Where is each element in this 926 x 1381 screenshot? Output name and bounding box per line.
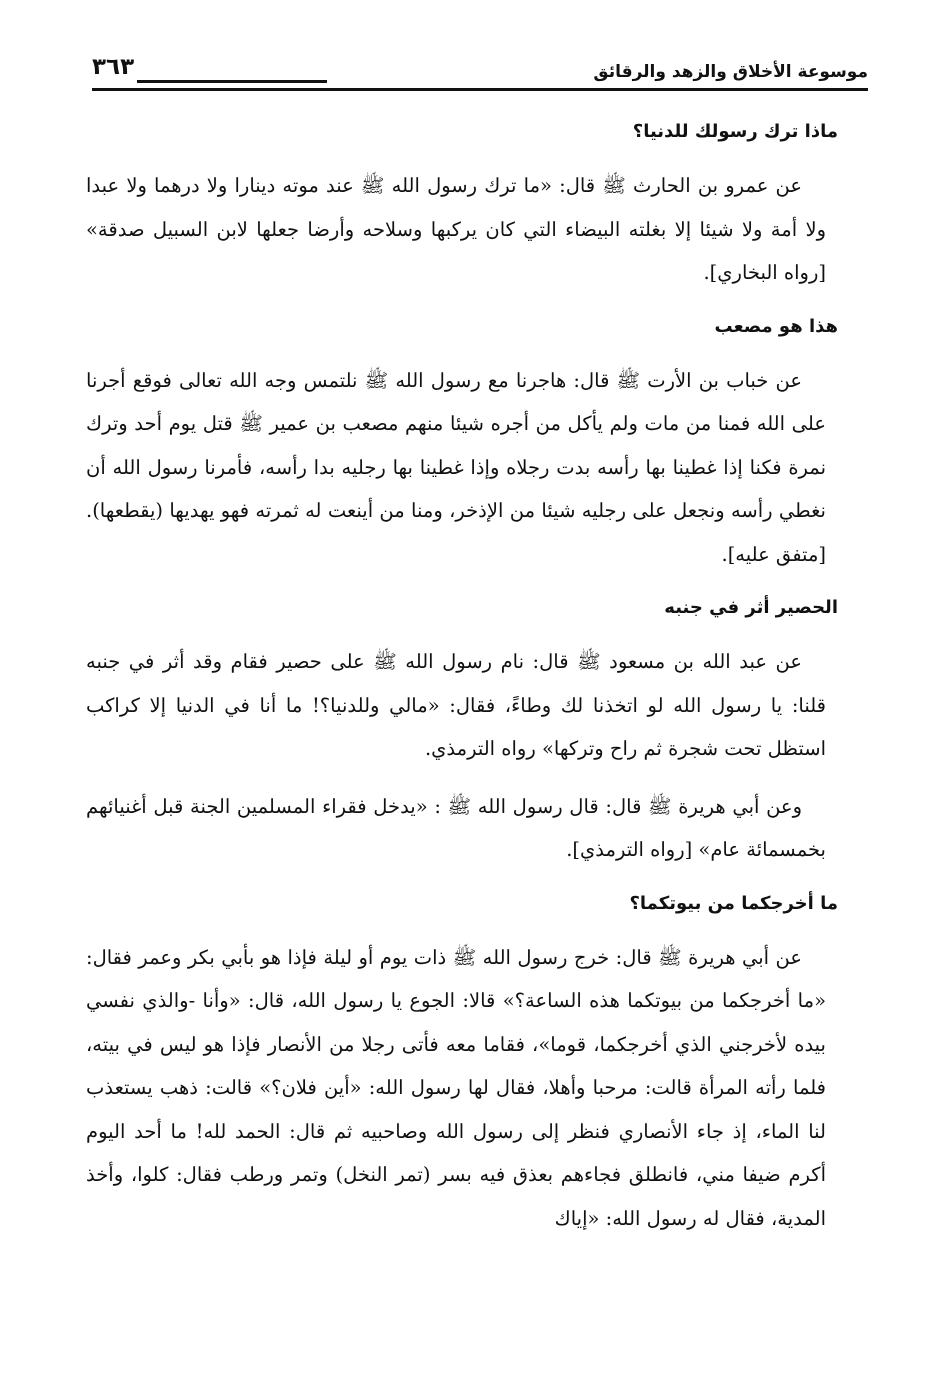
page-body	[86, 118, 838, 1258]
page-number: ٣٦٣	[92, 54, 135, 80]
book-title: موسوعة الأخلاق والزهد والرقائق	[593, 62, 868, 82]
paragraph: عن عبد الله بن مسعود ﷺ قال: نام رسول الله ﷺ على حصير فقام وقد أثر في جنبه قلنا: يا رسول الله لو اتخذنا لك وطاءً، فقال: «مالي وللدنيا؟! ما أنا في الدنيا إلا كراكب استظل تحت شجرة ثم راح وتركها» رواه الترمذي.	[86, 650, 826, 760]
section-heading: الحصير أثر في جنبه	[664, 597, 838, 618]
section-heading: ما أخرجكما من بيوتكما؟	[629, 892, 838, 914]
section-heading: هذا هو مصعب	[714, 315, 838, 337]
paragraph: عن خباب بن الأرت ﷺ قال: هاجرنا مع رسول الله ﷺ نلتمس وجه الله تعالى فوقع أجرنا على الله فمنا من مات ولم يأكل من أجره شيئا منهم مصعب بن عمير ﷺ قتل يوم أحد وترك نمرة فكنا إذا غطينا بها رأسه بدت رجلاه وإذا غطينا بها رجليه بدا رأسه، فأمرنا رسول الله أن نغطي رأسه ونجعل على رجليه شيئا من الإذخر، ومنا من أينعت له ثمرته فهو يهديها (يقطعها). [متفق عليه].	[86, 368, 826, 566]
paragraph: عن أبي هريرة ﷺ قال: خرج رسول الله ﷺ ذات يوم أو ليلة فإذا هو بأبي بكر وعمر فقال: «ما أخرجكما من بيوتكما هذه الساعة؟» قالا: الجوع يا رسول الله، قال: «وأنا -والذي نفسي بيده لأخرجني الذي أخرجكما، قوما»، فقاما معه فأتى رجلا من الأنصار فإذا هو ليس في بيته، فلما رأته المرأة قالت: مرحبا وأهلا، فقال لها رسول الله: «أين فلان؟» قالت: ذهب يستعذب لنا الماء، إذ جاء الأنصاري فنظر إلى رسول الله وصاحبيه ثم قال: الحمد لله! ما أحد اليوم أكرم ضيفا مني، فانطلق فجاءهم بعذق فيه بسر (تمر النخل) وتمر ورطب فقال: كلوا، وأخذ المدية، فقال له رسول الله: «إياك	[86, 945, 826, 1230]
page-number-underline	[137, 80, 327, 83]
header-rule	[92, 88, 868, 91]
section-heading: ماذا ترك رسولك للدنيا؟	[632, 121, 838, 142]
paragraph: وعن أبي هريرة ﷺ قال: قال رسول الله ﷺ : «يدخل فقراء المسلمين الجنة قبل أغنيائهم بخمسمائة عام» [رواه الترمذي].	[86, 794, 826, 861]
page-header	[92, 52, 868, 92]
paragraph: عن عمرو بن الحارث ﷺ قال: «ما ترك رسول الله ﷺ عند موته دينارا ولا درهما ولا عبدا ولا أمة ولا شيئا إلا بغلته البيضاء التي كان يركبها وسلاحه وأرضا جعلها لابن السبيل صدقة» [رواه البخاري].	[86, 174, 826, 284]
